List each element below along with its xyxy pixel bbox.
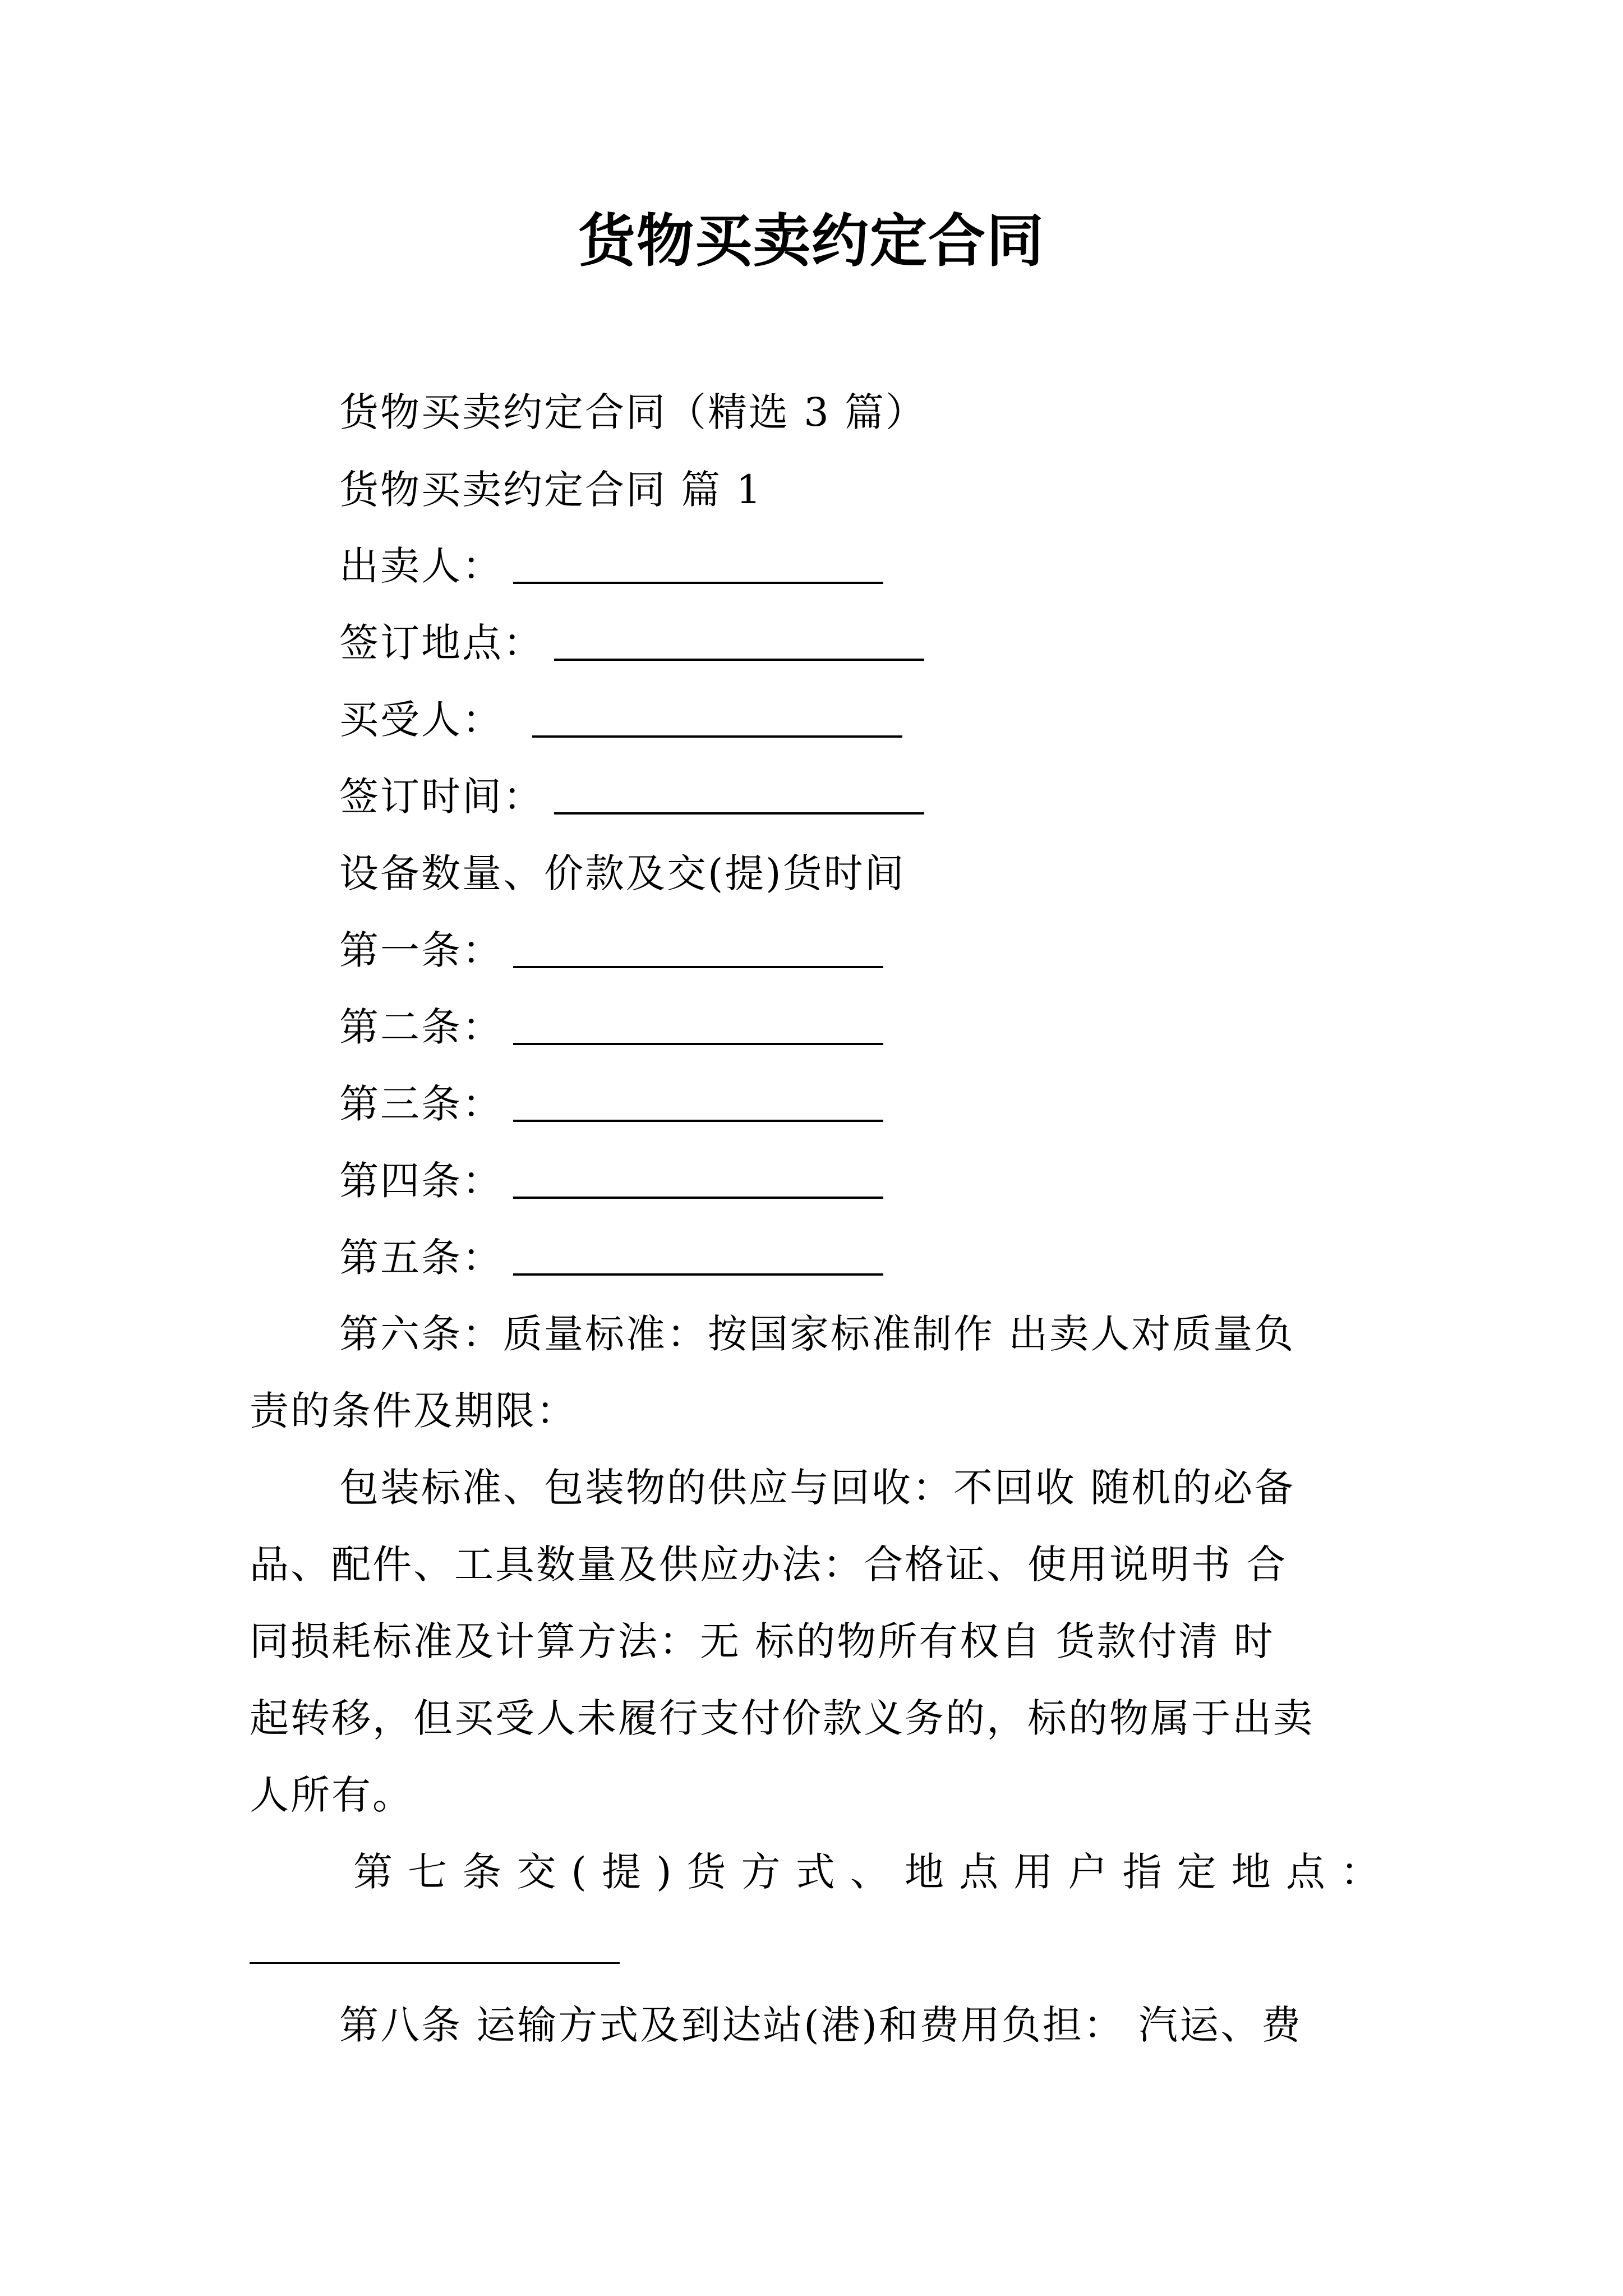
- article-6-line-2: 责的条件及期限：: [250, 1388, 577, 1434]
- article-7-char: 提: [601, 1849, 641, 1895]
- article-label: 第五条：: [339, 1235, 503, 1281]
- article-7-char: 、: [850, 1849, 889, 1895]
- article-label: 第二条：: [339, 1004, 503, 1050]
- blank-line: [513, 1197, 883, 1199]
- article-7-char: 货: [686, 1849, 726, 1895]
- article-7-char: (: [571, 1849, 587, 1895]
- article-label: 第四条：: [339, 1158, 503, 1204]
- blank-line: [532, 735, 902, 738]
- article-7-char: 式: [795, 1849, 835, 1895]
- article-label: 第三条：: [339, 1081, 503, 1127]
- article-6-line-1: 第六条：质量标准：按国家标准制作 出卖人对质量负: [339, 1311, 1295, 1357]
- article-7-char: 点: [959, 1849, 999, 1895]
- article-3: [339, 1079, 883, 1129]
- blank-line: [513, 582, 883, 584]
- article-7-char: 指: [1122, 1849, 1162, 1895]
- article-7-char: ): [656, 1849, 672, 1895]
- article-7-char: 用: [1013, 1849, 1053, 1895]
- article-1: [339, 925, 883, 976]
- blank-line: [554, 812, 924, 815]
- document-subtitle: 货物买卖约定合同（精选 3 篇）: [339, 389, 927, 435]
- field-label: 买受人：: [339, 697, 503, 743]
- packing-line-5: 人所有。: [250, 1772, 413, 1818]
- article-7-char: ：: [1340, 1849, 1380, 1895]
- article-5: [339, 1232, 883, 1283]
- article-7-char: 地: [905, 1849, 944, 1895]
- article-7-char: 点: [1285, 1849, 1325, 1895]
- article-2: [339, 1002, 883, 1052]
- article-7-char: 户: [1068, 1849, 1108, 1895]
- article-7-char: 条: [462, 1849, 502, 1895]
- section-heading: 设备数量、价款及交(提)货时间: [339, 850, 906, 896]
- field-signing-place: [339, 618, 924, 668]
- article-7-char: 七: [408, 1849, 448, 1895]
- field-signing-time: [339, 771, 924, 822]
- part-heading: 货物买卖约定合同 篇 1: [339, 467, 763, 513]
- field-label: 签订时间：: [339, 774, 544, 820]
- blank-line: [513, 1120, 883, 1122]
- packing-line-4: 起转移，但买受人未履行支付价款义务的，标的物属于出卖: [250, 1695, 1314, 1741]
- article-7-char: 定: [1177, 1849, 1216, 1895]
- blank-line: [554, 659, 924, 661]
- article-7-char: 交: [517, 1849, 556, 1895]
- field-seller: [339, 541, 883, 591]
- article-7-char: 地: [1231, 1849, 1271, 1895]
- article-label: 第一条：: [339, 927, 503, 973]
- article-8-line-1: 第八条 运输方式及到达站(港)和费用负担： 汽运、费: [339, 2002, 1303, 2048]
- article-4: [339, 1156, 883, 1206]
- article-7-char: 方: [741, 1849, 781, 1895]
- field-label: 出卖人：: [339, 543, 503, 589]
- blank-line: [513, 966, 883, 968]
- field-label: 签订地点：: [339, 620, 544, 666]
- packing-line-3: 同损耗标准及计算方法：无 标的物所有权自 货款付清 时: [250, 1618, 1275, 1664]
- packing-line-2: 品、配件、工具数量及供应办法：合格证、使用说明书 合: [250, 1542, 1288, 1588]
- blank-line: [250, 1962, 620, 1964]
- article-7-line: [353, 1847, 1380, 1897]
- blank-line: [513, 1043, 883, 1045]
- document-title: 货物买卖约定合同: [578, 208, 1045, 275]
- field-buyer: [339, 694, 902, 745]
- blank-line: [513, 1273, 883, 1276]
- packing-line-1: 包装标准、包装物的供应与回收：不回收 随机的必备: [339, 1465, 1295, 1511]
- article-7-char: 第: [353, 1849, 393, 1895]
